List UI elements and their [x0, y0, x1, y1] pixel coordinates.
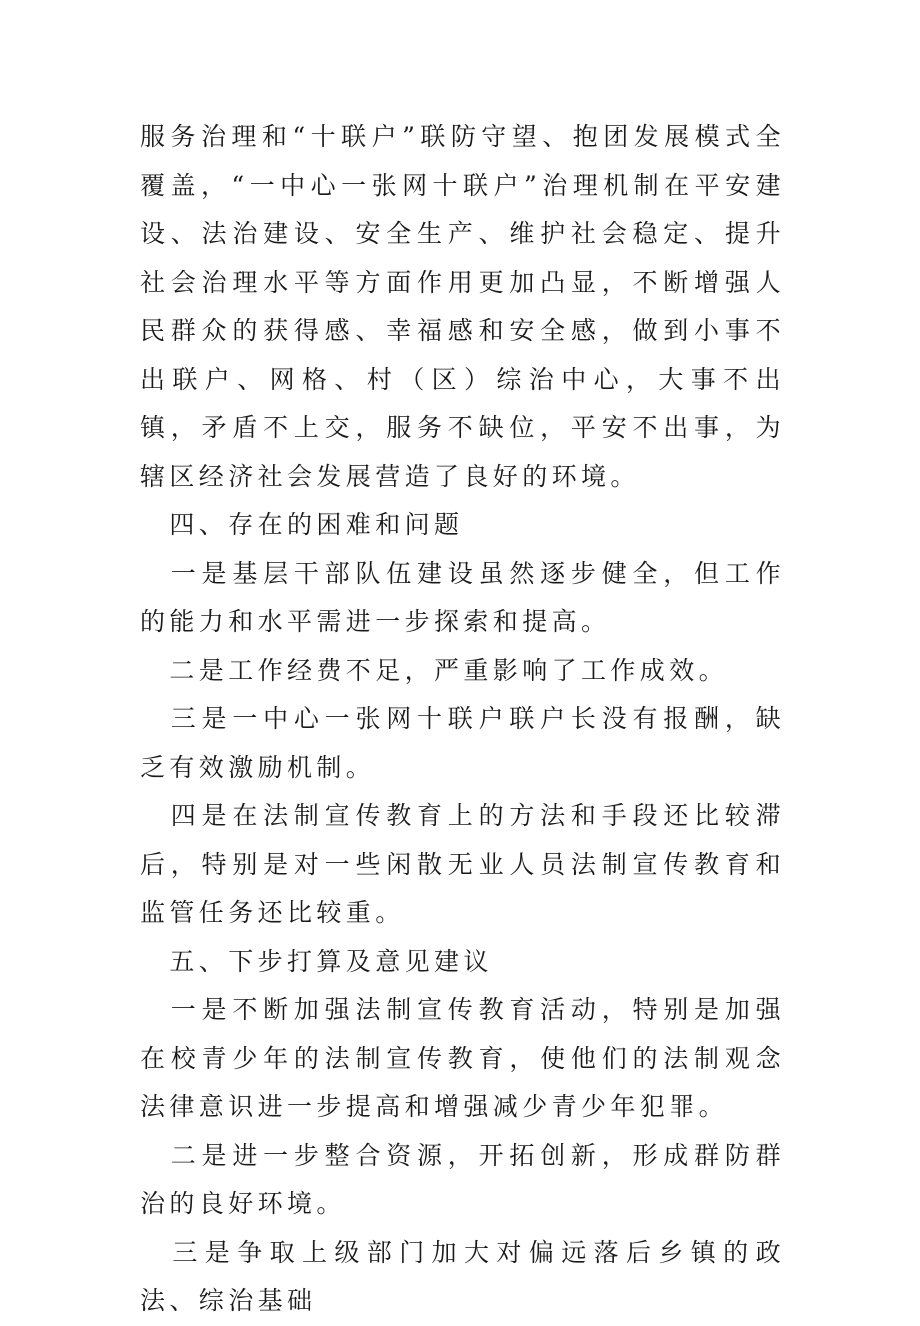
paragraph-difficulty-1: 一是基层干部队伍建设虽然逐步健全，但工作的能力和水平需进一步探索和提高。	[140, 558, 785, 636]
paragraph-plan-1: 一是不断加强法制宣传教育活动，特别是加强在校青少年的法制宣传教育，使他们的法制观念法律意识进一步提高和增强减少青少年犯罪。	[140, 995, 785, 1121]
document-body	[140, 113, 785, 1326]
paragraph-difficulty-2: 二是工作经费不足，严重影响了工作成效。	[140, 655, 729, 685]
paragraph-plan-3: 三是争取上级部门加大对偏远落后乡镇的政法、综治基础	[140, 1237, 785, 1315]
paragraph-difficulty-3: 三是一中心一张网十联户联户长没有报酬，缺乏有效激励机制。	[140, 704, 785, 782]
section-heading-difficulties: 四、存在的困难和问题	[140, 510, 464, 539]
paragraph-governance-summary: 服务治理和“十联户”联防守望、抱团发展模式全覆盖，“一中心一张网十联户”治理机制在平安建设、法治建设、安全生产、维护社会稳定、提升社会治理水平等方面作用更加凸显，不断增强人民群众的获得感、幸福感和安全感，做到小事不出联户、网格、村（区）综治中心，大事不出镇，矛盾不上交，服务不缺位，平安不出事，为辖区经济社会发展营造了良好的环境。	[140, 122, 785, 491]
paragraph-difficulty-4: 四是在法制宣传教育上的方法和手段还比较滞后，特别是对一些闲散无业人员法制宣传教育和监管任务还比较重。	[140, 801, 785, 927]
section-heading-plans: 五、下步打算及意见建议	[140, 946, 493, 976]
paragraph-plan-2: 二是进一步整合资源，开拓创新，形成群防群治的良好环境。	[140, 1140, 785, 1218]
